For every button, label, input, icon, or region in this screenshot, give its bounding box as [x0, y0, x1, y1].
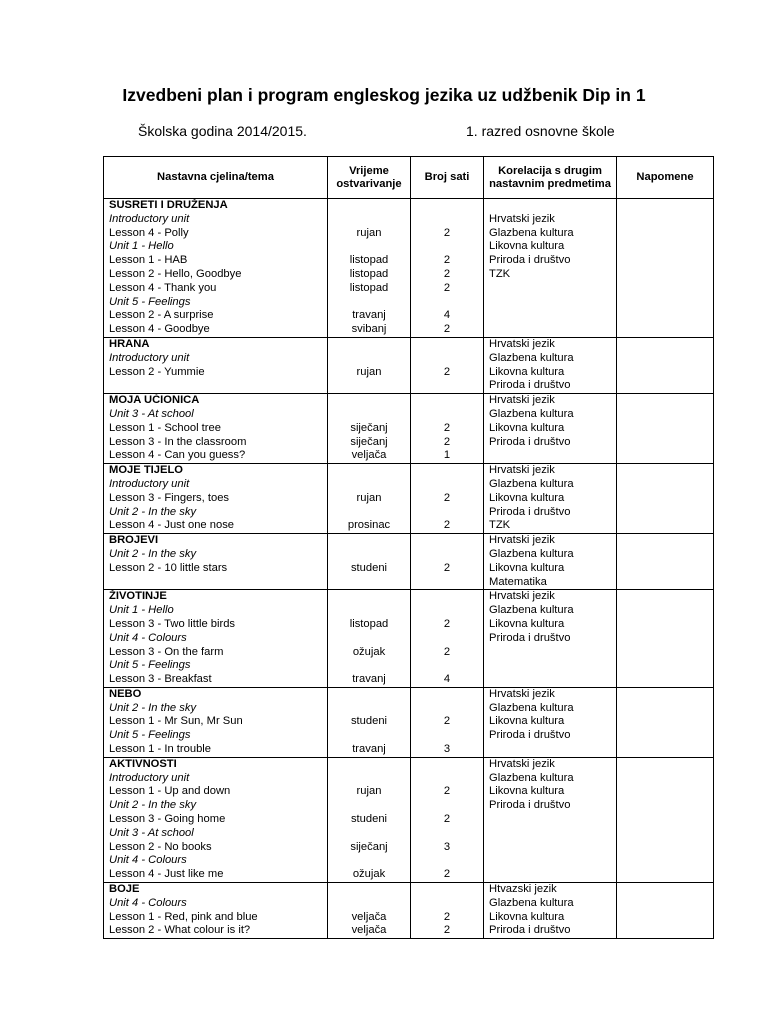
- hours-value: [411, 632, 483, 646]
- correlation-subject: [489, 646, 616, 660]
- grade-label: 1. razred osnovne škole: [466, 123, 615, 139]
- theme-line: Lesson 4 - Just like me: [109, 868, 224, 881]
- time-value: siječanj: [350, 840, 388, 853]
- time-value: studeni: [350, 715, 388, 728]
- correlation-subject: [489, 854, 616, 868]
- theme-line: Unit 1 - Hello: [109, 240, 174, 253]
- header-time: Vrijeme ostvarivanje: [328, 157, 411, 199]
- theme-line: [109, 379, 327, 393]
- theme-line: Lesson 4 - Thank you: [109, 281, 217, 294]
- correlation-subject: Likovna kultura: [489, 491, 565, 504]
- correlation-cell: [484, 394, 617, 464]
- correlation-cell: [484, 534, 617, 590]
- time-value: [328, 534, 410, 548]
- table-row: [104, 464, 714, 534]
- time-value: travanj: [352, 673, 386, 686]
- correlation-subject: Glazbena kultura: [489, 547, 574, 560]
- hours-value: [411, 659, 483, 673]
- theme-line: Lesson 2 - A surprise: [109, 309, 214, 322]
- theme-cell: [104, 534, 328, 590]
- time-cell: [328, 464, 411, 534]
- theme-line: Unit 2 - In the sky: [109, 799, 197, 812]
- theme-line: Unit 2 - In the sky: [109, 505, 197, 518]
- correlation-subject: Glazbena kultura: [489, 771, 574, 784]
- correlation-subject: [489, 743, 616, 757]
- time-value: rujan: [356, 785, 382, 798]
- theme-line: Lesson 3 - Fingers, toes: [109, 491, 230, 504]
- hours-value: [411, 590, 483, 604]
- correlation-subject: [489, 323, 616, 337]
- notes-cell: [617, 464, 714, 534]
- time-value: veljača: [351, 449, 387, 462]
- notes-cell: [617, 199, 714, 338]
- correlation-subject: TZK: [489, 267, 511, 280]
- hours-value: 4: [443, 673, 451, 686]
- hours-value: [411, 506, 483, 520]
- time-value: [328, 576, 410, 590]
- time-value: [328, 702, 410, 716]
- hours-value: 3: [443, 840, 451, 853]
- theme-line: Introductory unit: [109, 771, 190, 784]
- time-value: listopad: [349, 617, 389, 630]
- table-row: [104, 687, 714, 757]
- theme-line: Lesson 1 - Red, pink and blue: [109, 910, 258, 923]
- hours-value: [411, 352, 483, 366]
- hours-value: [411, 897, 483, 911]
- correlation-subject: [489, 282, 616, 296]
- table-row: [104, 337, 714, 393]
- header-hours: Broj sati: [411, 157, 484, 199]
- correlation-subject: Glazbena kultura: [489, 701, 574, 714]
- time-value: [328, 379, 410, 393]
- time-cell: [328, 394, 411, 464]
- correlation-cell: [484, 883, 617, 939]
- hours-value: 2: [443, 715, 451, 728]
- time-value: [328, 199, 410, 213]
- notes-cell: [617, 337, 714, 393]
- time-value: [328, 213, 410, 227]
- time-value: [328, 758, 410, 772]
- time-value: [328, 506, 410, 520]
- time-value: travanj: [352, 743, 386, 756]
- theme-cell: [104, 883, 328, 939]
- hours-value: 1: [443, 449, 451, 462]
- time-value: studeni: [350, 813, 388, 826]
- correlation-cell: [484, 757, 617, 882]
- hours-value: [411, 394, 483, 408]
- theme-line: MOJE TIJELO: [109, 464, 183, 477]
- correlation-subject: Hrvatski jezik: [489, 394, 555, 407]
- notes-cell: [617, 883, 714, 939]
- correlation-cell: [484, 199, 617, 338]
- time-value: siječanj: [350, 421, 388, 434]
- time-cell: [328, 199, 411, 338]
- correlation-subject: [489, 813, 616, 827]
- correlation-subject: Priroda i društvo: [489, 435, 571, 448]
- time-cell: [328, 337, 411, 393]
- time-value: [328, 883, 410, 897]
- theme-line: Introductory unit: [109, 351, 190, 364]
- table-row: [104, 534, 714, 590]
- plan-table: [103, 156, 714, 939]
- theme-line: SUSRETI I DRUŽENJA: [109, 199, 228, 211]
- hours-value: [411, 576, 483, 590]
- correlation-subject: Likovna kultura: [489, 785, 565, 798]
- time-value: [328, 464, 410, 478]
- time-cell: [328, 590, 411, 688]
- time-value: [328, 632, 410, 646]
- correlation-subject: Likovna kultura: [489, 561, 565, 574]
- notes-cell: [617, 590, 714, 688]
- hours-value: [411, 379, 483, 393]
- theme-line: Lesson 3 - In the classroom: [109, 435, 247, 448]
- hours-value: 2: [443, 435, 451, 448]
- correlation-subject: Glazbena kultura: [489, 896, 574, 909]
- correlation-subject: Likovna kultura: [489, 715, 565, 728]
- hours-value: 2: [443, 267, 451, 280]
- correlation-subject: Likovna kultura: [489, 240, 565, 253]
- correlation-subject: Hrvatski jezik: [489, 757, 555, 770]
- theme-line: Unit 5 - Feelings: [109, 729, 191, 742]
- theme-cell: [104, 757, 328, 882]
- time-cell: [328, 757, 411, 882]
- hours-value: 2: [443, 254, 451, 267]
- hours-value: 2: [443, 519, 451, 532]
- correlation-subject: Likovna kultura: [489, 617, 565, 630]
- time-cell: [328, 687, 411, 757]
- theme-cell: [104, 199, 328, 338]
- hours-cell: [411, 534, 484, 590]
- correlation-subject: Priroda i društvo: [489, 729, 571, 742]
- correlation-subject: [489, 868, 616, 882]
- hours-value: 2: [443, 924, 451, 937]
- correlation-subject: [489, 827, 616, 841]
- theme-line: Lesson 1 - HAB: [109, 254, 188, 267]
- theme-line: Unit 5 - Feelings: [109, 659, 191, 672]
- hours-value: 2: [443, 323, 451, 336]
- time-value: [328, 799, 410, 813]
- correlation-subject: Likovna kultura: [489, 365, 565, 378]
- correlation-subject: Priroda i društvo: [489, 379, 571, 392]
- theme-line: Unit 4 - Colours: [109, 896, 187, 909]
- correlation-subject: [489, 659, 616, 673]
- theme-line: Lesson 2 - What colour is it?: [109, 924, 251, 937]
- hours-value: [411, 702, 483, 716]
- hours-value: [411, 408, 483, 422]
- theme-line: Lesson 2 - 10 little stars: [109, 561, 228, 574]
- theme-cell: [104, 337, 328, 393]
- table-header-row: [104, 157, 714, 199]
- correlation-subject: Priroda i društvo: [489, 924, 571, 937]
- hours-value: 3: [443, 743, 451, 756]
- theme-line: Lesson 2 - Hello, Goodbye: [109, 267, 242, 280]
- theme-line: Lesson 1 - Mr Sun, Mr Sun: [109, 715, 243, 728]
- theme-line: [109, 576, 327, 590]
- time-cell: [328, 883, 411, 939]
- table-row: [104, 590, 714, 688]
- theme-line: NEBO: [109, 687, 142, 700]
- correlation-subject: Matematika: [489, 575, 547, 588]
- table-row: [104, 199, 714, 338]
- theme-line: ŽIVOTINJE: [109, 590, 167, 603]
- time-value: [328, 352, 410, 366]
- time-value: [328, 338, 410, 352]
- correlation-subject: Priroda i društvo: [489, 799, 571, 812]
- hours-value: [411, 799, 483, 813]
- time-value: prosinac: [347, 519, 391, 532]
- hours-value: [411, 338, 483, 352]
- hours-value: [411, 883, 483, 897]
- hours-value: 2: [443, 281, 451, 294]
- hours-cell: [411, 199, 484, 338]
- correlation-subject: [489, 296, 616, 310]
- correlation-cell: [484, 464, 617, 534]
- hours-value: 2: [443, 868, 451, 881]
- hours-value: 2: [443, 910, 451, 923]
- theme-line: Unit 2 - In the sky: [109, 701, 197, 714]
- time-value: [328, 478, 410, 492]
- theme-line: Lesson 1 - In trouble: [109, 743, 211, 756]
- time-value: rujan: [356, 365, 382, 378]
- theme-line: Unit 5 - Feelings: [109, 295, 191, 308]
- theme-line: Unit 1 - Hello: [109, 604, 174, 617]
- time-value: [328, 604, 410, 618]
- correlation-cell: [484, 687, 617, 757]
- header-correlation: Korelacija s drugim nastavnim predmetima: [484, 157, 617, 199]
- table-row: [104, 757, 714, 882]
- correlation-subject: Glazbena kultura: [489, 226, 574, 239]
- header-theme: Nastavna cjelina/tema: [104, 157, 328, 199]
- hours-value: [411, 604, 483, 618]
- time-value: [328, 240, 410, 254]
- time-value: [328, 590, 410, 604]
- theme-line: Lesson 3 - Going home: [109, 813, 226, 826]
- theme-line: HRANA: [109, 337, 150, 350]
- time-value: veljača: [351, 924, 387, 937]
- hours-cell: [411, 337, 484, 393]
- time-value: rujan: [356, 226, 382, 239]
- time-cell: [328, 534, 411, 590]
- correlation-subject: Hrvatski jezik: [489, 464, 555, 477]
- time-value: [328, 772, 410, 786]
- theme-cell: [104, 590, 328, 688]
- hours-value: [411, 854, 483, 868]
- time-value: travanj: [352, 309, 386, 322]
- plan-table-body: [104, 199, 714, 939]
- time-value: ožujak: [352, 868, 386, 881]
- theme-cell: [104, 464, 328, 534]
- time-value: ožujak: [352, 645, 386, 658]
- table-row: [104, 883, 714, 939]
- correlation-subject: Likovna kultura: [489, 910, 565, 923]
- correlation-subject: [489, 841, 616, 855]
- theme-line: BROJEVI: [109, 534, 159, 547]
- correlation-subject: Glazbena kultura: [489, 351, 574, 364]
- hours-value: [411, 772, 483, 786]
- time-value: [328, 854, 410, 868]
- hours-cell: [411, 590, 484, 688]
- hours-value: [411, 213, 483, 227]
- theme-line: Lesson 3 - On the farm: [109, 645, 224, 658]
- notes-cell: [617, 534, 714, 590]
- correlation-subject: Hrvatski jezik: [489, 337, 555, 350]
- theme-line: Unit 4 - Colours: [109, 854, 187, 867]
- theme-line: Lesson 4 - Can you guess?: [109, 449, 246, 462]
- theme-line: MOJA UČIONICA: [109, 394, 200, 407]
- theme-line: Introductory unit: [109, 477, 190, 490]
- correlation-subject: Hrvatski jezik: [489, 534, 555, 547]
- theme-line: Unit 3 - At school: [109, 407, 194, 420]
- time-value: [328, 659, 410, 673]
- hours-cell: [411, 687, 484, 757]
- theme-line: Lesson 2 - Yummie: [109, 365, 205, 378]
- hours-value: [411, 688, 483, 702]
- correlation-subject: Priroda i društvo: [489, 505, 571, 518]
- hours-value: 2: [443, 813, 451, 826]
- theme-line: AKTIVNOSTI: [109, 757, 177, 770]
- correlation-cell: [484, 590, 617, 688]
- hours-value: 2: [443, 617, 451, 630]
- time-value: rujan: [356, 491, 382, 504]
- hours-cell: [411, 883, 484, 939]
- notes-cell: [617, 687, 714, 757]
- time-value: listopad: [349, 254, 389, 267]
- school-year: Školska godina 2014/2015.: [138, 123, 307, 139]
- hours-value: 2: [443, 421, 451, 434]
- hours-value: [411, 534, 483, 548]
- notes-cell: [617, 757, 714, 882]
- correlation-subject: [489, 673, 616, 687]
- time-value: [328, 296, 410, 310]
- hours-cell: [411, 464, 484, 534]
- time-value: [328, 548, 410, 562]
- theme-line: Lesson 1 - School tree: [109, 421, 221, 434]
- correlation-subject: Htvazski jezik: [489, 883, 557, 896]
- correlation-subject: Priroda i društvo: [489, 631, 571, 644]
- time-value: [328, 827, 410, 841]
- correlation-cell: [484, 337, 617, 393]
- hours-value: [411, 478, 483, 492]
- theme-line: Lesson 4 - Just one nose: [109, 519, 235, 532]
- hours-value: [411, 199, 483, 213]
- correlation-subject: [489, 199, 616, 213]
- theme-line: BOJE: [109, 883, 140, 896]
- hours-value: 2: [443, 561, 451, 574]
- hours-value: 2: [443, 645, 451, 658]
- correlation-subject: TZK: [489, 519, 511, 532]
- hours-value: 4: [443, 309, 451, 322]
- document-title: Izvedbeni plan i program engleskog jezika uz udžbenik Dip in 1: [122, 85, 646, 105]
- notes-cell: [617, 394, 714, 464]
- correlation-subject: Likovna kultura: [489, 421, 565, 434]
- time-value: [328, 897, 410, 911]
- time-value: listopad: [349, 281, 389, 294]
- correlation-subject: Glazbena kultura: [489, 604, 574, 617]
- theme-line: Lesson 1 - Up and down: [109, 785, 231, 798]
- time-value: siječanj: [350, 435, 388, 448]
- hours-cell: [411, 394, 484, 464]
- table-row: [104, 394, 714, 464]
- hours-value: [411, 548, 483, 562]
- correlation-subject: Priroda i društvo: [489, 254, 571, 267]
- theme-line: Lesson 3 - Breakfast: [109, 673, 212, 686]
- time-value: [328, 408, 410, 422]
- hours-value: 2: [443, 785, 451, 798]
- theme-line: Lesson 4 - Polly: [109, 226, 189, 239]
- theme-line: Introductory unit: [109, 212, 190, 225]
- correlation-subject: Glazbena kultura: [489, 407, 574, 420]
- hours-value: [411, 827, 483, 841]
- hours-value: 2: [443, 491, 451, 504]
- correlation-subject: Glazbena kultura: [489, 477, 574, 490]
- hours-value: [411, 240, 483, 254]
- correlation-subject: [489, 309, 616, 323]
- time-value: [328, 394, 410, 408]
- hours-value: [411, 296, 483, 310]
- theme-line: Lesson 3 - Two little birds: [109, 617, 236, 630]
- time-value: listopad: [349, 267, 389, 280]
- hours-value: 2: [443, 226, 451, 239]
- header-notes: Napomene: [617, 157, 714, 199]
- time-value: studeni: [350, 561, 388, 574]
- theme-line: Unit 3 - At school: [109, 826, 194, 839]
- theme-cell: [104, 394, 328, 464]
- correlation-subject: Hrvatski jezik: [489, 590, 555, 603]
- time-value: [328, 729, 410, 743]
- hours-value: [411, 464, 483, 478]
- theme-line: Unit 4 - Colours: [109, 631, 187, 644]
- theme-line: Lesson 4 - Goodbye: [109, 323, 210, 336]
- theme-line: Unit 2 - In the sky: [109, 547, 197, 560]
- theme-cell: [104, 687, 328, 757]
- theme-line: Lesson 2 - No books: [109, 840, 212, 853]
- hours-cell: [411, 757, 484, 882]
- correlation-subject: Hrvatski jezik: [489, 687, 555, 700]
- time-value: svibanj: [351, 323, 387, 336]
- hours-value: 2: [443, 365, 451, 378]
- correlation-subject: Hrvatski jezik: [489, 212, 555, 225]
- correlation-subject: [489, 449, 616, 463]
- hours-value: [411, 729, 483, 743]
- time-value: veljača: [351, 910, 387, 923]
- hours-value: [411, 758, 483, 772]
- time-value: [328, 688, 410, 702]
